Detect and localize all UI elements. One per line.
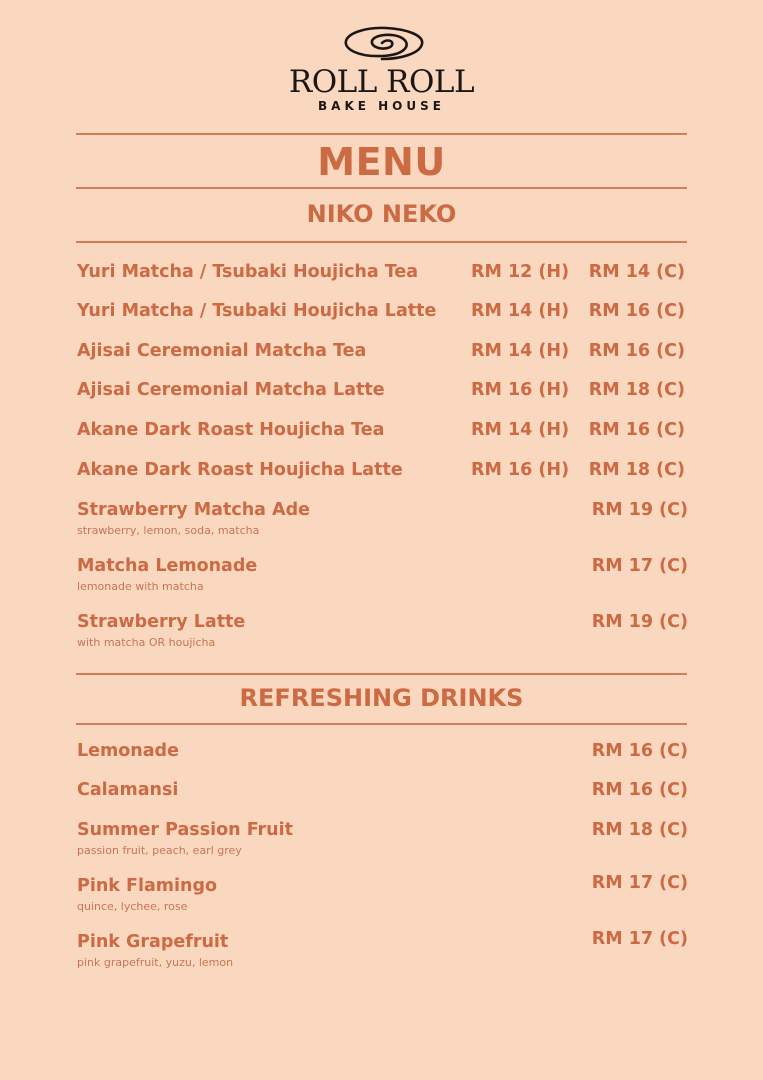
item-price-hot: RM 14 (H) <box>471 301 570 321</box>
menu-item <box>77 500 689 550</box>
item-name: Lemonade <box>77 741 179 761</box>
divider <box>76 241 687 243</box>
item-price-cold: RM 16 (C) <box>591 741 688 761</box>
roll-swirl-icon <box>336 24 428 62</box>
item-price-cold: RM 16 (C) <box>591 780 688 800</box>
menu-title: MENU <box>317 140 446 184</box>
item-name: Ajisai Ceremonial Matcha Tea <box>77 341 367 361</box>
item-price-cold: RM 17 (C) <box>591 556 688 576</box>
item-price-hot: RM 16 (H) <box>471 380 570 400</box>
item-price-hot: RM 12 (H) <box>471 262 570 282</box>
item-price-cold: RM 17 (C) <box>591 873 688 893</box>
item-price-cold: RM 19 (C) <box>591 500 688 520</box>
item-price-cold: RM 18 (C) <box>588 380 685 400</box>
item-name: Yuri Matcha / Tsubaki Houjicha Tea <box>77 262 419 282</box>
item-description: pink grapefruit, yuzu, lemon <box>77 956 234 969</box>
divider <box>76 723 687 725</box>
item-description: strawberry, lemon, soda, matcha <box>77 524 260 537</box>
divider <box>76 673 687 675</box>
item-name: Pink Flamingo <box>77 876 218 896</box>
item-name: Summer Passion Fruit <box>77 820 293 840</box>
item-price-cold: RM 18 (C) <box>588 460 685 480</box>
menu-item <box>77 820 689 870</box>
item-price-cold: RM 14 (C) <box>588 262 685 282</box>
item-price-hot: RM 16 (H) <box>471 460 570 480</box>
item-price-cold: RM 16 (C) <box>588 301 685 321</box>
item-name: Matcha Lemonade <box>77 556 258 576</box>
item-price-cold: RM 19 (C) <box>591 612 688 632</box>
brand-name: ROLL ROLL <box>288 64 475 100</box>
item-name: Ajisai Ceremonial Matcha Latte <box>77 380 385 400</box>
menu-item <box>77 556 689 606</box>
item-name: Yuri Matcha / Tsubaki Houjicha Latte <box>77 301 437 321</box>
item-description: lemonade with matcha <box>77 580 204 593</box>
item-price-cold: RM 17 (C) <box>591 929 688 949</box>
item-description: with matcha OR houjicha <box>77 636 216 649</box>
item-name: Pink Grapefruit <box>77 932 229 952</box>
logo <box>0 24 763 113</box>
item-description: passion fruit, peach, earl grey <box>77 844 242 857</box>
item-price-cold: RM 16 (C) <box>588 341 685 361</box>
divider <box>76 187 687 189</box>
menu-item <box>77 929 689 982</box>
menu-item <box>77 873 689 926</box>
item-price-cold: RM 16 (C) <box>588 420 685 440</box>
item-name: Akane Dark Roast Houjicha Latte <box>77 460 403 480</box>
brand-subtitle: BAKE HOUSE <box>318 99 445 113</box>
item-name: Akane Dark Roast Houjicha Tea <box>77 420 385 440</box>
divider <box>76 133 687 135</box>
section-title-refreshing-drinks: REFRESHING DRINKS <box>239 684 524 712</box>
item-price-hot: RM 14 (H) <box>471 420 570 440</box>
item-name: Calamansi <box>77 780 179 800</box>
menu-item <box>77 612 689 662</box>
item-name: Strawberry Latte <box>77 612 246 632</box>
item-description: quince, lychee, rose <box>77 900 188 913</box>
item-price-cold: RM 18 (C) <box>591 820 688 840</box>
section-title-niko-neko: NIKO NEKO <box>306 200 457 228</box>
item-name: Strawberry Matcha Ade <box>77 500 310 520</box>
item-price-hot: RM 14 (H) <box>471 341 570 361</box>
